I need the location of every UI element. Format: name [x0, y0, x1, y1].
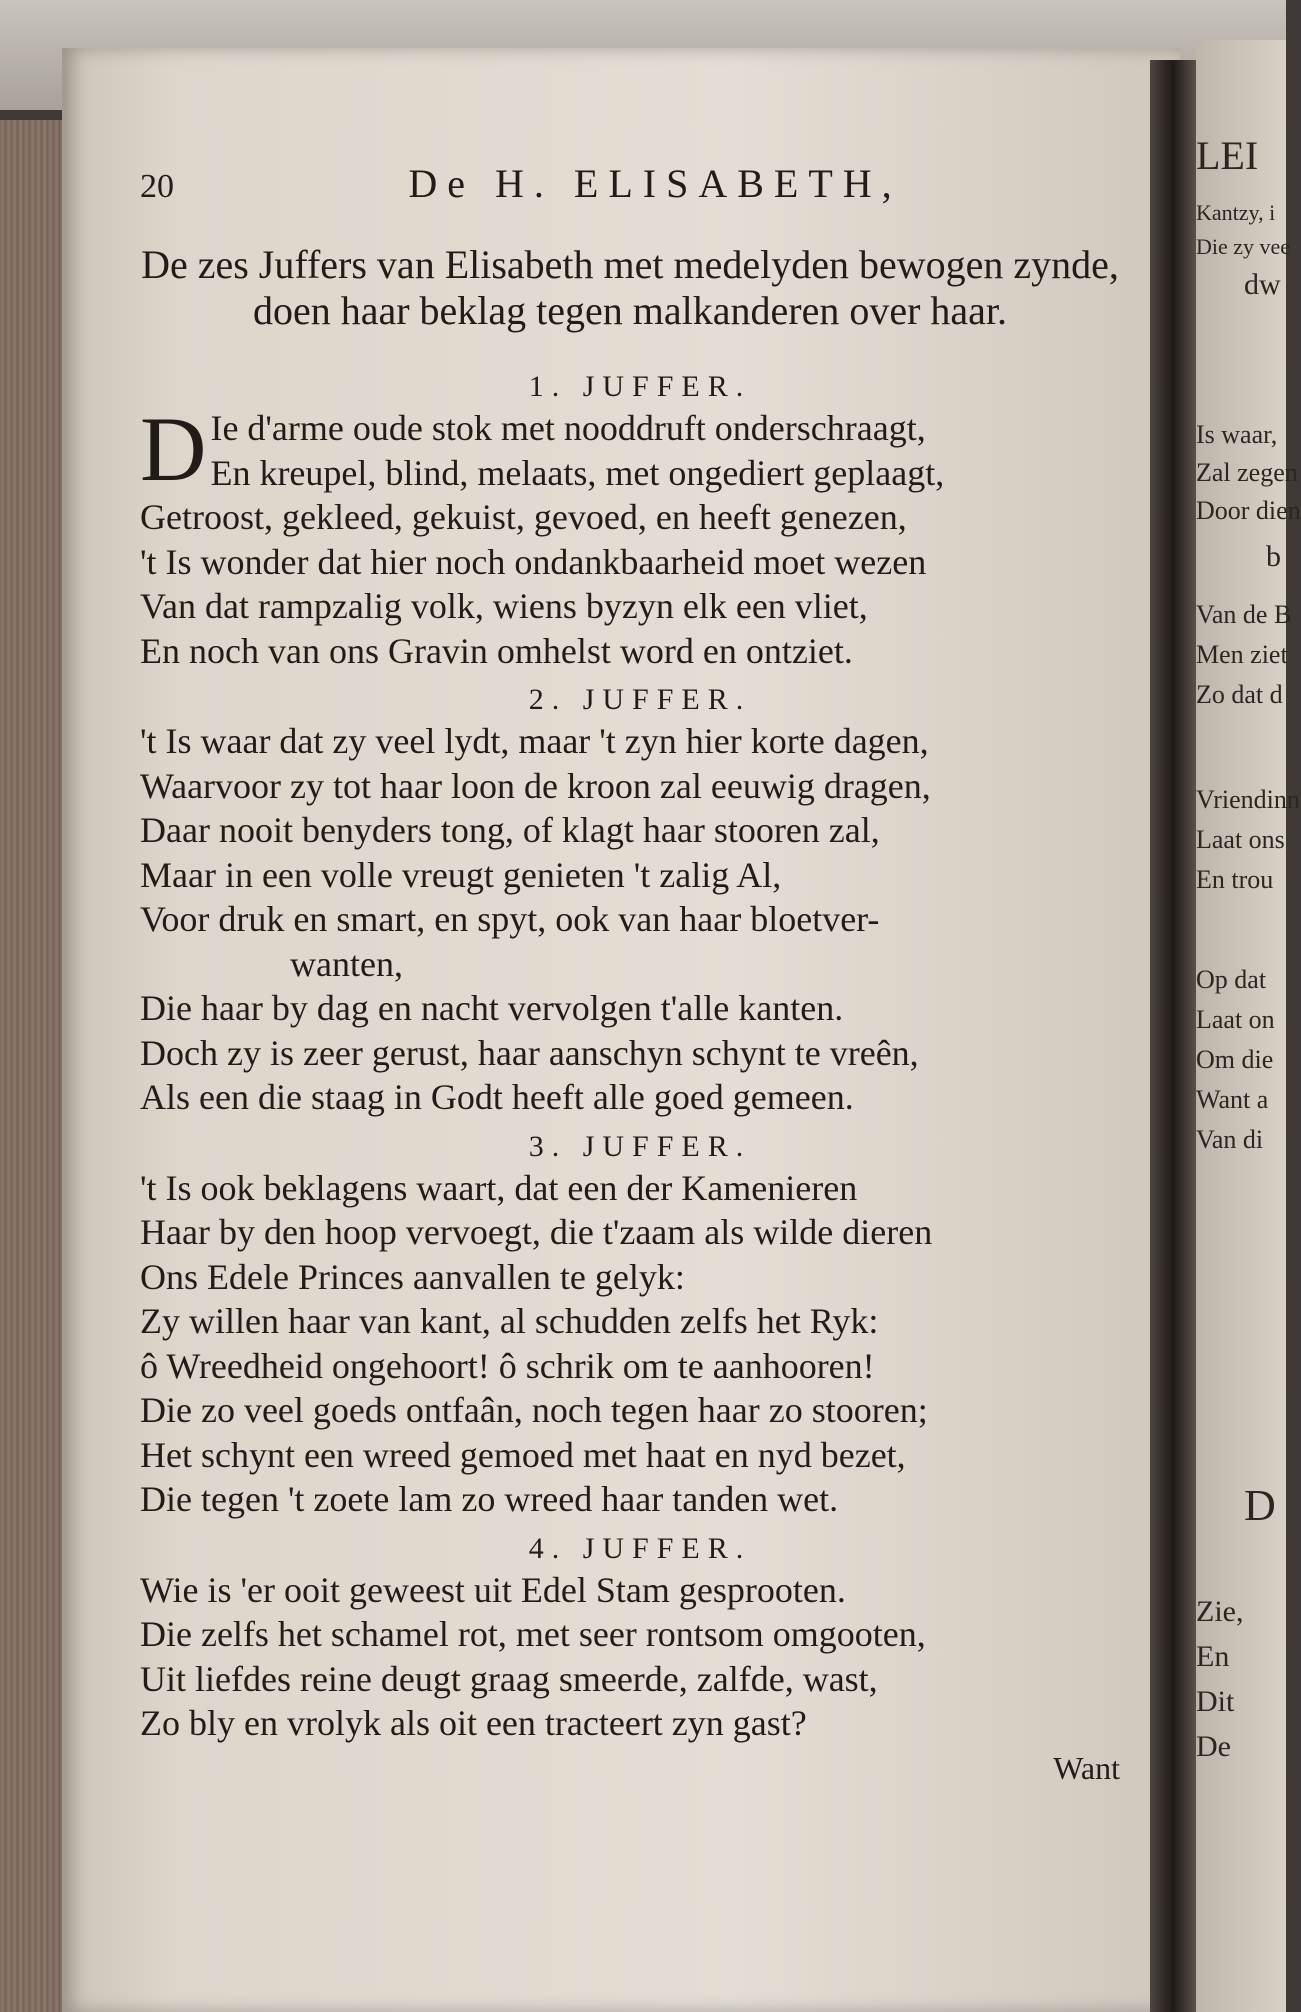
verse-line: Doch zy is zeer gerust, haar aanschyn schynt te vreên,: [140, 1032, 919, 1073]
verse-line: Maar in een volle vreugt genieten 't zalig Al,: [140, 854, 782, 895]
fragment-line: b: [1266, 540, 1281, 573]
speaker-label: 1. JUFFER.: [528, 370, 752, 403]
fragment-line: Zal zegen: [1196, 458, 1298, 487]
verse-line: Die zo veel goeds ontfaân, noch tegen haar zo stooren;: [140, 1390, 928, 1430]
speaker-label: 2. JUFFER.: [528, 683, 752, 716]
verse-line: Voor druk en smart, en spyt, ook van haar bloetver-: [140, 899, 880, 939]
fragment-line: Is waar,: [1196, 420, 1278, 449]
verse-line: Zo bly en vrolyk als oit een tracteert zyn gast?: [140, 1703, 807, 1743]
verse-line: Daar nooit benyders tong, of klagt haar stooren zal,: [140, 810, 880, 850]
fragment-line: En trou: [1196, 865, 1274, 894]
verse-line: Het schynt een wreed gemoed met haat en nyd bezet,: [140, 1434, 906, 1475]
section-heading: De zes Juffers van Elisabeth met medelyden bewogen zynde, doen haar beklag tegen malkanderen over haar.: [141, 242, 1119, 333]
fragment-line: Op dat: [1196, 965, 1267, 994]
verse-line: 't Is ook beklagens waart, dat een der Kamenieren: [140, 1167, 858, 1208]
fragment-line: Zo dat d: [1196, 680, 1283, 709]
fragment-line: Men ziet: [1196, 640, 1288, 669]
fragment-line: Want a: [1196, 1085, 1269, 1114]
fragment-line: Zie,: [1196, 1595, 1244, 1628]
stanza-1: [140, 370, 1140, 673]
fragment-line: Die zy vee: [1196, 234, 1291, 259]
fragment-line: En: [1196, 1640, 1230, 1673]
fragment-line: De: [1196, 1730, 1231, 1763]
fragment-line: Dit: [1196, 1685, 1235, 1718]
verse-line: Die tegen 't zoete lam zo wreed haar tanden wet.: [140, 1479, 839, 1519]
fragment-line: LEI: [1196, 133, 1259, 178]
right-page-fragment: [1196, 40, 1301, 2012]
fragment-line: Laat ons: [1196, 825, 1285, 854]
verse-line: Ie d'arme oude stok met nooddruft onderschraagt,: [210, 408, 926, 448]
fragment-line: Om die: [1196, 1045, 1274, 1074]
verse-line: Van dat rampzalig volk, wiens byzyn elk een vliet,: [140, 586, 868, 626]
verse-line: Ons Edele Princes aanvallen te gelyk:: [140, 1256, 685, 1297]
catchword: Want: [1053, 1749, 1120, 1786]
page-content: [140, 160, 1140, 1787]
fragment-line: Van de B: [1196, 600, 1292, 629]
fragment-line: Van di: [1196, 1125, 1264, 1154]
verse-line: Getroost, gekleed, gekuist, gevoed, en heeft genezen,: [140, 497, 907, 537]
fragment-line: Vriendinn: [1196, 785, 1300, 814]
verse-line: Haar by den hoop vervoegt, die t'zaam als wilde dieren: [140, 1212, 933, 1252]
fragment-line: Kantzy, i: [1196, 200, 1276, 225]
verse-line: Als een die staag in Godt heeft alle goed gemeen.: [140, 1077, 854, 1117]
verse-line: ô Wreedheid ongehoort! ô schrik om te aanhooren!: [140, 1345, 875, 1386]
verse-line: Die zelfs het schamel rot, met seer rontsom omgooten,: [140, 1614, 926, 1654]
verse-line: Waarvoor zy tot haar loon de kroon zal eeuwig dragen,: [140, 765, 931, 806]
verse-line: 't Is wonder dat hier noch ondankbaarheid moet wezen: [140, 541, 927, 582]
verse-line: Wie is 'er ooit geweest uit Edel Stam gesprooten.: [140, 1569, 846, 1610]
verse-line: Die haar by dag en nacht vervolgen t'alle kanten.: [140, 988, 844, 1028]
verse-line: En kreupel, blind, melaats, met ongediert geplaagt,: [210, 452, 945, 493]
verse-line: Zy willen haar van kant, al schudden zelfs het Ryk:: [140, 1301, 879, 1341]
drop-cap: D: [140, 398, 207, 500]
page-header: [140, 160, 1140, 220]
verse-line: Uit liefdes reine deugt graag smeerde, zalfde, wast,: [140, 1658, 878, 1699]
fragment-line: Laat on: [1196, 1005, 1275, 1034]
stanza-4: [140, 1532, 1140, 1746]
stanza-3: [140, 1130, 1140, 1522]
verse-line: 't Is waar dat zy veel lydt, maar 't zyn hier korte dagen,: [140, 721, 929, 761]
speaker-label: 3. JUFFER.: [528, 1129, 752, 1163]
speaker-label: 4. JUFFER.: [528, 1531, 752, 1565]
fragment-line: dw: [1244, 268, 1281, 301]
verse-line: En noch van ons Gravin omhelst word en ontziet.: [140, 630, 853, 671]
page-number: 20: [140, 168, 174, 205]
verse-line: wanten,: [290, 943, 403, 984]
fragment-line: Door dien: [1196, 496, 1301, 525]
stanza-2: [140, 683, 1140, 1120]
book-gutter: [1150, 60, 1196, 2012]
running-title: De H. ELISABETH,: [408, 161, 902, 206]
fragment-line: D: [1244, 1481, 1276, 1530]
